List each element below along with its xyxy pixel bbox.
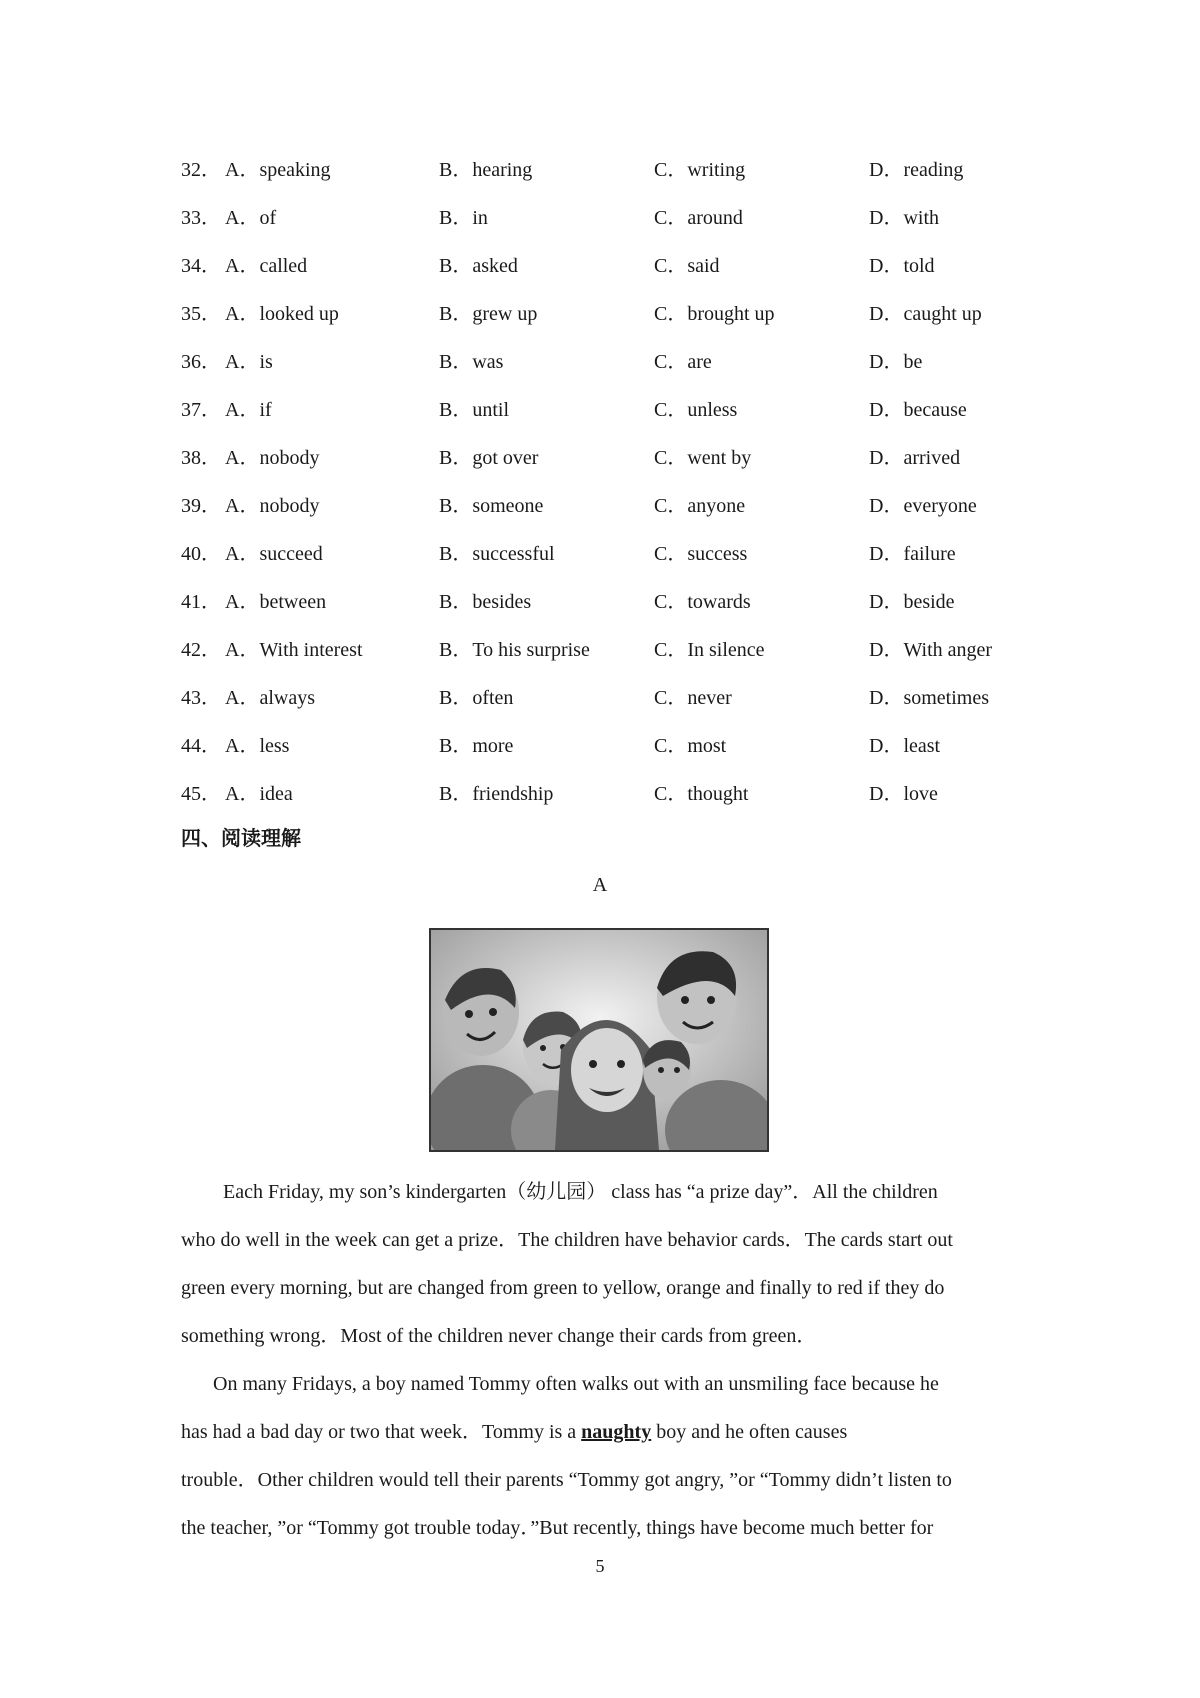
option-a: A．between	[225, 591, 327, 613]
question-row	[181, 342, 1041, 390]
question-number: 34．	[181, 255, 221, 277]
option-d: D．least	[869, 735, 941, 757]
option-c: C．towards	[654, 591, 751, 613]
question-row	[181, 150, 1041, 198]
option-d: D．told	[869, 255, 935, 277]
question-row	[181, 678, 1041, 726]
option-b: B．often	[439, 687, 514, 709]
option-b: B．in	[439, 207, 488, 229]
option-a: A．speaking	[225, 159, 331, 181]
option-d: D．arrived	[869, 447, 961, 469]
option-d: D．caught up	[869, 303, 982, 325]
question-row	[181, 438, 1041, 486]
paragraph-2-line: On many Fridays, a boy named Tommy often walks out with an unsmiling face because he	[213, 1373, 939, 1395]
option-a: A．nobody	[225, 495, 320, 517]
question-row	[181, 726, 1041, 774]
paragraph-2-line: the teacher, ”or “Tommy got trouble today．”But recently, things have become much better for	[181, 1517, 934, 1539]
option-d: D．with	[869, 207, 939, 229]
option-d: D．failure	[869, 543, 956, 565]
question-number: 37．	[181, 399, 221, 421]
option-a: A．is	[225, 351, 273, 373]
option-a: A．nobody	[225, 447, 320, 469]
paragraph-2-text: has had a bad day or two that week．Tommy is a	[181, 1421, 582, 1443]
option-b: B．besides	[439, 591, 532, 613]
question-row	[181, 582, 1041, 630]
question-number: 44．	[181, 735, 221, 757]
option-d: D．reading	[869, 159, 964, 181]
question-number: 38．	[181, 447, 221, 469]
paragraph-1-line: green every morning, but are changed from green to yellow, orange and finally to red if they do	[181, 1277, 945, 1299]
option-a: A．succeed	[225, 543, 323, 565]
answer-options	[181, 150, 1041, 822]
option-c: C．unless	[654, 399, 738, 421]
children-photo-image	[431, 930, 767, 1150]
option-c: C．brought up	[654, 303, 775, 325]
question-number: 45．	[181, 783, 221, 805]
option-c: C．thought	[654, 783, 749, 805]
option-c: C．never	[654, 687, 732, 709]
question-row	[181, 534, 1041, 582]
option-b: B．until	[439, 399, 510, 421]
underlined-word: naughty	[581, 1421, 652, 1443]
question-number: 36．	[181, 351, 221, 373]
option-a: A．always	[225, 687, 315, 709]
paragraph-1-line: who do well in the week can get a prize．The children have behavior cards．The cards start out	[181, 1229, 953, 1251]
option-b: B．hearing	[439, 159, 533, 181]
option-b: B．was	[439, 351, 504, 373]
paragraph-1-line: something wrong．Most of the children never change their cards from green．	[181, 1325, 817, 1347]
option-a: A．looked up	[225, 303, 339, 325]
option-c: C．said	[654, 255, 720, 277]
option-c: C．success	[654, 543, 748, 565]
option-a: A．idea	[225, 783, 293, 805]
paragraph-2	[181, 1360, 1021, 1552]
option-a: A．called	[225, 255, 308, 277]
option-c: C．writing	[654, 159, 746, 181]
question-row	[181, 630, 1041, 678]
paragraph-2-text: boy and he often causes	[651, 1421, 848, 1443]
option-b: B．asked	[439, 255, 518, 277]
option-b: B．To his surprise	[439, 639, 590, 661]
option-c: C．are	[654, 351, 712, 373]
paragraph-1	[181, 1168, 1021, 1360]
option-b: B．successful	[439, 543, 555, 565]
option-a: A．less	[225, 735, 290, 757]
question-row	[181, 198, 1041, 246]
question-number: 42．	[181, 639, 221, 661]
option-d: D．be	[869, 351, 923, 373]
question-number: 43．	[181, 687, 221, 709]
option-d: D．everyone	[869, 495, 977, 517]
question-row	[181, 774, 1041, 822]
question-number: 33．	[181, 207, 221, 229]
section-title: 四、阅读理解	[181, 826, 301, 850]
question-row	[181, 294, 1041, 342]
paragraph-1-line: Each Friday, my son’s kindergarten（幼儿园） class has “a prize day”．All the children	[223, 1181, 938, 1203]
paragraph-2-line: trouble．Other children would tell their parents “Tommy got angry, ”or “Tommy didn’t listen to	[181, 1469, 952, 1491]
option-d: D．beside	[869, 591, 955, 613]
option-d: D．sometimes	[869, 687, 989, 709]
question-row	[181, 486, 1041, 534]
paragraph-2-line	[181, 1408, 1021, 1456]
option-a: A．With interest	[225, 639, 363, 661]
option-c: C．went by	[654, 447, 752, 469]
option-a: A．of	[225, 207, 277, 229]
option-b: B．got over	[439, 447, 539, 469]
option-c: C．most	[654, 735, 727, 757]
option-b: B．friendship	[439, 783, 554, 805]
option-c: C．around	[654, 207, 743, 229]
question-number: 40．	[181, 543, 221, 565]
option-d: D．because	[869, 399, 967, 421]
page-number: 5	[595, 1556, 605, 1576]
children-photo	[429, 928, 769, 1152]
question-row	[181, 390, 1041, 438]
option-d: D．With anger	[869, 639, 993, 661]
option-b: B．more	[439, 735, 514, 757]
passage-label: A	[592, 874, 608, 896]
question-number: 35．	[181, 303, 221, 325]
option-d: D．love	[869, 783, 938, 805]
option-b: B．grew up	[439, 303, 538, 325]
option-c: C．In silence	[654, 639, 765, 661]
option-c: C．anyone	[654, 495, 746, 517]
question-number: 39．	[181, 495, 221, 517]
option-b: B．someone	[439, 495, 544, 517]
question-number: 32．	[181, 159, 221, 181]
option-a: A．if	[225, 399, 272, 421]
question-row	[181, 246, 1041, 294]
question-number: 41．	[181, 591, 221, 613]
